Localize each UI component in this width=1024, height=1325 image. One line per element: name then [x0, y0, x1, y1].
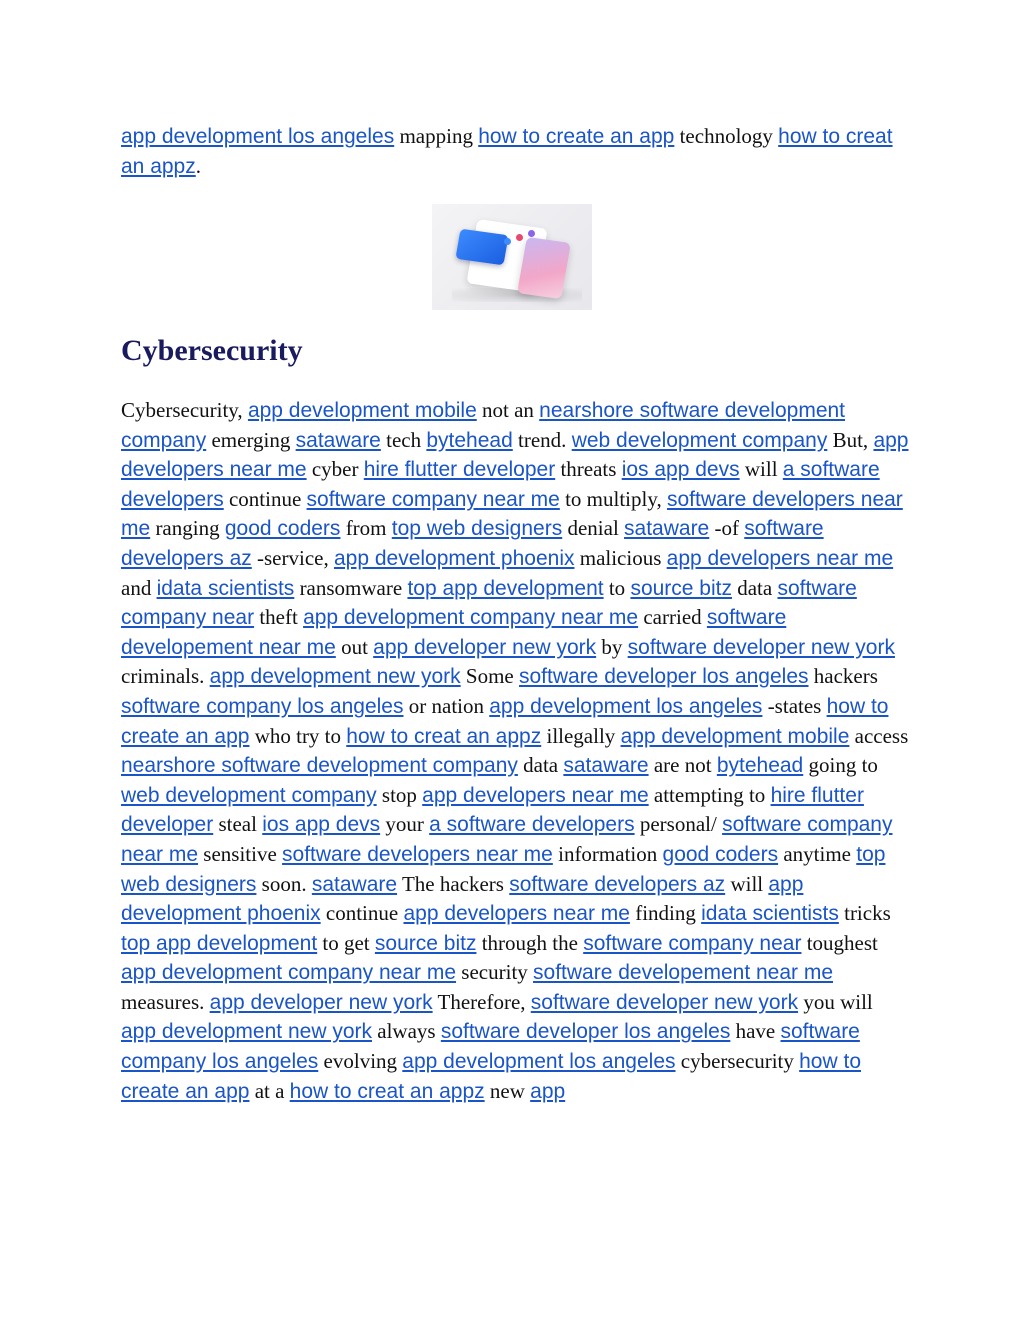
inline-link[interactable]: app development new york	[121, 1020, 372, 1044]
inline-link[interactable]: good coders	[662, 842, 779, 866]
intro-paragraph	[121, 122, 911, 181]
inline-text: mapping	[394, 124, 479, 148]
inline-text: or nation	[403, 693, 490, 718]
inline-text: have	[730, 1019, 781, 1044]
inline-link[interactable]: source bitz	[374, 931, 477, 955]
inline-link[interactable]: good coders	[224, 517, 341, 541]
inline-text: Cybersecurity,	[121, 398, 248, 422]
inline-text: tech	[380, 427, 427, 452]
inline-link[interactable]: bytehead	[426, 428, 513, 452]
inline-text: and	[121, 575, 157, 600]
inline-link[interactable]: app developers near me	[121, 428, 909, 482]
inline-text: by	[596, 634, 628, 659]
inline-link[interactable]: software company near me	[306, 487, 560, 511]
inline-text: continue	[320, 901, 404, 926]
inline-text: -service,	[251, 545, 334, 570]
inline-link[interactable]: app development mobile	[247, 399, 477, 422]
inline-link[interactable]: software developer los angeles	[440, 1020, 731, 1044]
inline-link[interactable]: bytehead	[716, 754, 804, 778]
inline-text: new	[484, 1078, 531, 1103]
inline-text: sensitive	[198, 841, 283, 866]
inline-link[interactable]: app development company near me	[121, 961, 457, 985]
inline-text: data	[517, 753, 564, 778]
inline-text: technology	[674, 124, 779, 148]
inline-link[interactable]: web development company	[571, 428, 828, 452]
inline-text: continue	[223, 486, 307, 511]
inline-link[interactable]: app development los angeles	[489, 694, 763, 718]
app-mockup-image	[432, 204, 592, 310]
inline-link[interactable]: app developers near me	[422, 783, 649, 807]
inline-link[interactable]: how to create an app	[121, 694, 889, 748]
inline-text: tricks	[838, 901, 891, 926]
app-dot-purple	[528, 230, 535, 237]
inline-link[interactable]: software developers near me	[121, 487, 903, 541]
inline-text: personal/	[634, 812, 723, 837]
app-dot-blue	[504, 238, 511, 245]
inline-link[interactable]: software company near me	[121, 813, 893, 866]
inline-text: to	[603, 575, 631, 600]
inline-text: cyber	[306, 457, 364, 482]
inline-text: from	[340, 516, 392, 541]
inline-link[interactable]: app development los angeles	[121, 125, 395, 148]
inline-link[interactable]: sataware	[563, 754, 649, 778]
inline-text: who try to	[249, 723, 347, 748]
inline-link[interactable]: app development los angeles	[402, 1050, 676, 1074]
inline-text: Therefore,	[432, 989, 531, 1014]
inline-text: through the	[476, 930, 584, 955]
inline-text: anytime	[778, 841, 857, 866]
inline-link[interactable]: idata scientists	[156, 576, 295, 600]
inline-text: data	[731, 575, 778, 600]
inline-link[interactable]: app development phoenix	[121, 872, 804, 926]
inline-link[interactable]: app	[530, 1079, 566, 1103]
inline-link[interactable]: software developement near me	[121, 606, 787, 659]
inline-link[interactable]: top app development	[407, 576, 604, 600]
inline-link[interactable]: a software developers	[121, 458, 880, 511]
inline-text: will	[739, 457, 783, 482]
inline-text: at a	[249, 1078, 290, 1103]
section-heading: Cybersecurity	[121, 334, 303, 367]
inline-link[interactable]: app developer new york	[373, 635, 597, 659]
inline-text: not an	[476, 398, 540, 422]
inline-text: attempting to	[648, 782, 771, 807]
inline-text: stop	[376, 782, 423, 807]
inline-link[interactable]: app developers near me	[403, 902, 630, 926]
inline-text: to get	[317, 930, 375, 955]
inline-text: criminals.	[121, 664, 210, 689]
inline-link[interactable]: hire flutter developer	[363, 458, 556, 482]
inline-link[interactable]: how to creat an appz	[346, 724, 542, 748]
inline-link[interactable]: software company near	[583, 931, 802, 955]
inline-link[interactable]: how to create an app	[478, 125, 675, 148]
app-dot-red	[516, 234, 523, 241]
inline-text: information	[552, 841, 663, 866]
inline-link[interactable]: software developers near me	[282, 842, 553, 866]
inline-text: illegally	[541, 723, 621, 748]
inline-link[interactable]: sataware	[295, 428, 381, 452]
inline-link[interactable]: sataware	[624, 517, 710, 541]
inline-text: malicious	[574, 545, 667, 570]
inline-link[interactable]: hire flutter developer	[121, 783, 864, 837]
inline-text: -of	[709, 516, 745, 541]
inline-text: The hackers	[397, 871, 510, 896]
inline-text: are not	[648, 753, 717, 778]
inline-text: going to	[803, 753, 878, 778]
inline-text: your	[380, 812, 430, 837]
inline-text: finding	[629, 901, 702, 926]
app-card-blue	[455, 229, 508, 266]
inline-text: will	[725, 871, 769, 896]
inline-link[interactable]: idata scientists	[701, 902, 839, 926]
inline-link[interactable]: software developer los angeles	[519, 665, 809, 689]
inline-link[interactable]: web development company	[121, 783, 377, 807]
inline-link[interactable]: software developement near me	[533, 961, 834, 985]
inline-text: -states	[762, 693, 827, 718]
inline-link[interactable]: software company los angeles	[121, 694, 404, 718]
inline-link[interactable]: ios app devs	[262, 813, 381, 837]
inline-link[interactable]: how to create an app	[121, 1050, 861, 1103]
inline-text: security	[456, 960, 534, 985]
inline-link[interactable]: how to creat an appz	[121, 125, 893, 178]
inline-text: evolving	[318, 1049, 403, 1074]
inline-link[interactable]: top web designers	[391, 517, 563, 541]
inline-link[interactable]: software company los angeles	[121, 1020, 860, 1074]
inline-text: cybersecurity	[675, 1049, 800, 1074]
inline-text: But,	[827, 427, 874, 452]
inline-link[interactable]: app development new york	[209, 665, 461, 689]
inline-link[interactable]: app developers near me	[666, 546, 894, 570]
inline-text: access	[849, 723, 909, 748]
inline-text: to multiply,	[559, 486, 667, 511]
inline-link[interactable]: app development company near me	[303, 606, 639, 630]
inline-link[interactable]: sataware	[311, 872, 398, 896]
inline-link[interactable]: how to creat an appz	[289, 1079, 485, 1103]
inline-text: always	[372, 1019, 441, 1044]
inline-text: .	[195, 153, 201, 178]
inline-link[interactable]: top web designers	[121, 842, 886, 896]
inline-text: out	[335, 634, 374, 659]
inline-link[interactable]: a software developers	[429, 813, 635, 837]
inline-text: ransomware	[294, 575, 408, 600]
inline-link[interactable]: software developers az	[509, 872, 726, 896]
inline-text: ranging	[150, 516, 225, 541]
inline-text: theft	[254, 605, 304, 630]
inline-text: toughest	[801, 930, 878, 955]
inline-text: soon.	[256, 871, 312, 896]
inline-link[interactable]: software developer new york	[627, 635, 895, 659]
inline-text: carried	[638, 605, 707, 630]
inline-text: denial	[562, 516, 625, 541]
inline-link[interactable]: top app development	[121, 931, 318, 955]
inline-link[interactable]: software company near	[121, 576, 857, 630]
inline-text: trend.	[512, 427, 572, 452]
inline-link[interactable]: ios app devs	[621, 458, 740, 482]
inline-link[interactable]: app developer new york	[209, 990, 433, 1014]
inline-text: you will	[798, 989, 873, 1014]
inline-text: emerging	[206, 427, 296, 452]
body-paragraph	[121, 396, 911, 1106]
inline-text: measures.	[121, 989, 210, 1014]
inline-link[interactable]: source bitz	[630, 576, 732, 600]
inline-link[interactable]: app development mobile	[620, 724, 850, 748]
inline-text: threats	[555, 457, 622, 482]
inline-link[interactable]: nearshore software development company	[121, 399, 846, 452]
inline-text: Some	[460, 664, 519, 689]
inline-text: hackers	[808, 664, 878, 689]
inline-text: steal	[213, 812, 263, 837]
inline-link[interactable]: software developer new york	[530, 990, 799, 1014]
inline-link[interactable]: nearshore software development company	[121, 754, 518, 778]
inline-link[interactable]: app development phoenix	[333, 546, 575, 570]
inline-link[interactable]: software developers az	[121, 517, 824, 570]
